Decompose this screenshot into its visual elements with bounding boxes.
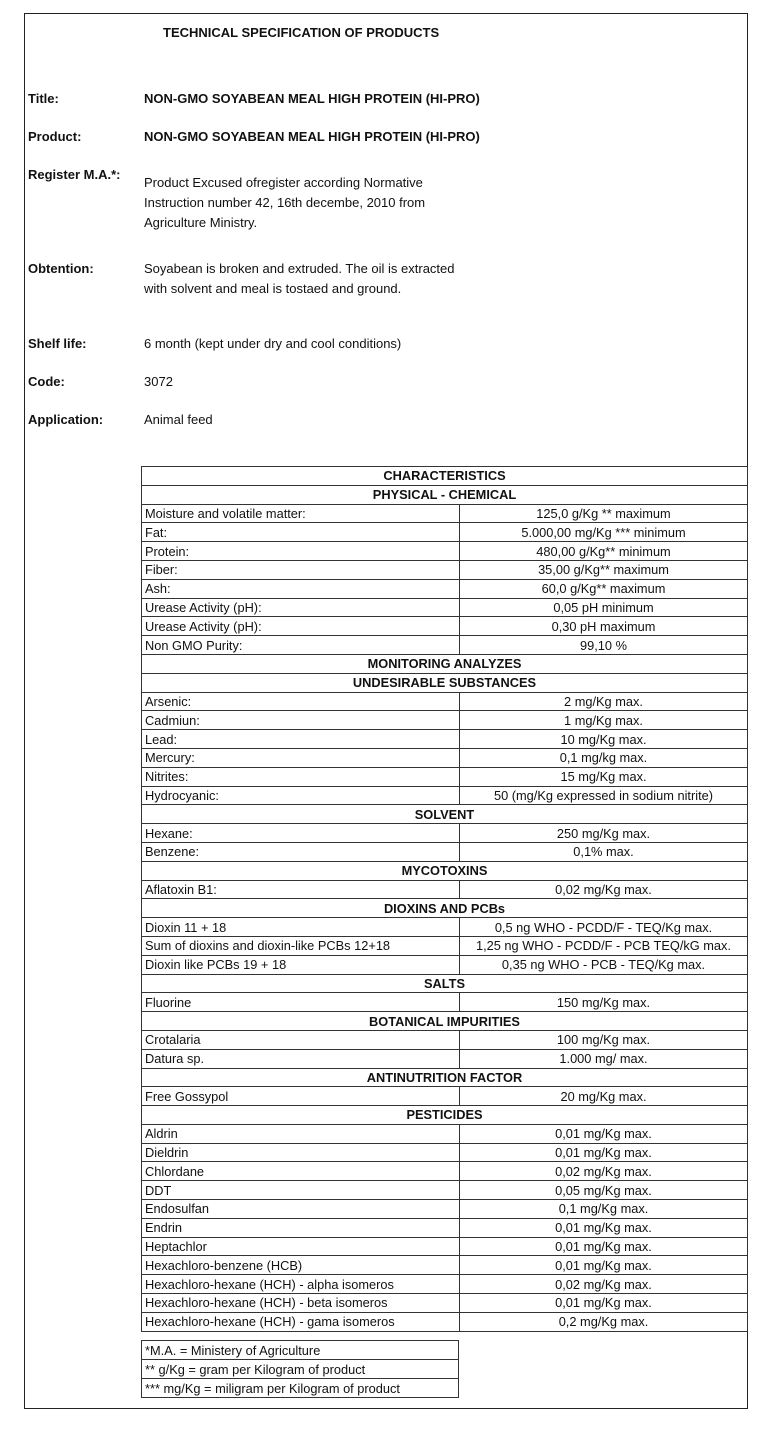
notes-table-body <box>142 1341 459 1398</box>
parameter-cell: Heptachlor <box>142 1237 460 1256</box>
parameter-cell: Dioxin 11 + 18 <box>142 918 460 937</box>
table-row <box>142 918 748 937</box>
table-row <box>142 1256 748 1275</box>
table-row <box>142 1294 748 1313</box>
obtention-value <box>144 259 455 299</box>
parameter-cell: Chlordane <box>142 1162 460 1181</box>
section-heading: MYCOTOXINS <box>142 861 748 880</box>
document-title: TECHNICAL SPECIFICATION OF PRODUCTS <box>163 25 440 40</box>
parameter-cell: Hexachloro-hexane (HCH) - alpha isomeros <box>142 1275 460 1294</box>
table-row <box>142 542 748 561</box>
parameter-cell: Aflatoxin B1: <box>142 880 460 899</box>
limit-cell: 0,30 pH maximum <box>460 617 748 636</box>
parameter-cell: Fiber: <box>142 560 460 579</box>
parameter-cell: Urease Activity (pH): <box>142 617 460 636</box>
table-row <box>142 1200 748 1219</box>
section-heading-row <box>142 805 748 824</box>
section-heading-row <box>142 899 748 918</box>
specification-table-body <box>142 467 748 1332</box>
parameter-cell: Hexane: <box>142 824 460 843</box>
table-row <box>142 617 748 636</box>
section-heading-row <box>142 485 748 504</box>
limit-cell: 100 mg/Kg max. <box>460 1030 748 1049</box>
section-heading: BOTANICAL IMPURITIES <box>142 1012 748 1031</box>
section-heading: CHARACTERISTICS <box>142 467 748 486</box>
limit-cell: 0,5 ng WHO - PCDD/F - TEQ/Kg max. <box>460 918 748 937</box>
parameter-cell: Sum of dioxins and dioxin-like PCBs 12+18 <box>142 936 460 955</box>
parameter-cell: Hexachloro-hexane (HCH) - beta isomeros <box>142 1294 460 1313</box>
section-heading-row <box>142 1068 748 1087</box>
limit-cell: 1,25 ng WHO - PCDD/F - PCB TEQ/kG max. <box>460 936 748 955</box>
parameter-cell: DDT <box>142 1181 460 1200</box>
limit-cell: 0,02 mg/Kg max. <box>460 1275 748 1294</box>
limit-cell: 125,0 g/Kg ** maximum <box>460 504 748 523</box>
parameter-cell: Dioxin like PCBs 19 + 18 <box>142 955 460 974</box>
shelf-life-label: Shelf life: <box>28 336 87 351</box>
parameter-cell: Mercury: <box>142 748 460 767</box>
section-heading: PESTICIDES <box>142 1106 748 1125</box>
obtention-line: with solvent and meal is tostaed and ground. <box>144 281 402 296</box>
table-row <box>142 1312 748 1331</box>
limit-cell: 0,1 mg/Kg max. <box>460 1200 748 1219</box>
section-heading-row <box>142 467 748 486</box>
note-cell: ** g/Kg = gram per Kilogram of product <box>142 1360 459 1379</box>
parameter-cell: Endosulfan <box>142 1200 460 1219</box>
table-row <box>142 824 748 843</box>
application-label: Application: <box>28 412 104 427</box>
table-row <box>142 692 748 711</box>
limit-cell: 60,0 g/Kg** maximum <box>460 579 748 598</box>
section-heading: ANTINUTRITION FACTOR <box>142 1068 748 1087</box>
limit-cell: 50 (mg/Kg expressed in sodium nitrite) <box>460 786 748 805</box>
note-cell: *M.A. = Ministery of Agriculture <box>142 1341 459 1360</box>
table-row <box>142 1049 748 1068</box>
parameter-cell: Nitrites: <box>142 767 460 786</box>
table-row <box>142 1030 748 1049</box>
register-line: Instruction number 42, 16th decembe, 2010 from <box>144 195 426 210</box>
limit-cell: 0,01 mg/Kg max. <box>460 1237 748 1256</box>
section-heading: MONITORING ANALYZES <box>142 654 748 673</box>
parameter-cell: Hexachloro-benzene (HCB) <box>142 1256 460 1275</box>
parameter-cell: Fat: <box>142 523 460 542</box>
parameter-cell: Ash: <box>142 579 460 598</box>
parameter-cell: Dieldrin <box>142 1143 460 1162</box>
table-row <box>142 1275 748 1294</box>
product-label: Product: <box>28 129 82 144</box>
register-value <box>144 173 425 233</box>
parameter-cell: Benzene: <box>142 842 460 861</box>
note-cell: *** mg/Kg = miligram per Kilogram of product <box>142 1379 459 1398</box>
parameter-cell: Arsenic: <box>142 692 460 711</box>
limit-cell: 99,10 % <box>460 636 748 655</box>
table-row <box>142 1237 748 1256</box>
table-row <box>142 504 748 523</box>
section-heading: SOLVENT <box>142 805 748 824</box>
table-row <box>142 880 748 899</box>
parameter-cell: Endrin <box>142 1218 460 1237</box>
title-value: NON-GMO SOYABEAN MEAL HIGH PROTEIN (HI-PRO) <box>144 91 480 106</box>
section-heading-row <box>142 861 748 880</box>
limit-cell: 10 mg/Kg max. <box>460 730 748 749</box>
register-line: Agriculture Ministry. <box>144 215 258 230</box>
limit-cell: 0,05 mg/Kg max. <box>460 1181 748 1200</box>
limit-cell: 250 mg/Kg max. <box>460 824 748 843</box>
limit-cell: 0,01 mg/Kg max. <box>460 1294 748 1313</box>
limit-cell: 0,02 mg/Kg max. <box>460 880 748 899</box>
parameter-cell: Hydrocyanic: <box>142 786 460 805</box>
limit-cell: 0,2 mg/Kg max. <box>460 1312 748 1331</box>
note-row <box>142 1379 459 1398</box>
table-row <box>142 579 748 598</box>
limit-cell: 20 mg/Kg max. <box>460 1087 748 1106</box>
specification-table <box>141 466 748 1332</box>
limit-cell: 0,1 mg/kg max. <box>460 748 748 767</box>
code-value: 3072 <box>144 374 173 389</box>
table-row <box>142 598 748 617</box>
table-row <box>142 1218 748 1237</box>
limit-cell: 0,02 mg/Kg max. <box>460 1162 748 1181</box>
table-row <box>142 711 748 730</box>
parameter-cell: Free Gossypol <box>142 1087 460 1106</box>
parameter-cell: Cadmiun: <box>142 711 460 730</box>
obtention-label: Obtention: <box>28 261 94 276</box>
table-row <box>142 936 748 955</box>
table-row <box>142 636 748 655</box>
limit-cell: 0,01 mg/Kg max. <box>460 1124 748 1143</box>
table-row <box>142 560 748 579</box>
limit-cell: 0,1% max. <box>460 842 748 861</box>
parameter-cell: Non GMO Purity: <box>142 636 460 655</box>
section-heading-row <box>142 673 748 692</box>
table-row <box>142 955 748 974</box>
section-heading: PHYSICAL - CHEMICAL <box>142 485 748 504</box>
parameter-cell: Hexachloro-hexane (HCH) - gama isomeros <box>142 1312 460 1331</box>
limit-cell: 150 mg/Kg max. <box>460 993 748 1012</box>
parameter-cell: Urease Activity (pH): <box>142 598 460 617</box>
limit-cell: 2 mg/Kg max. <box>460 692 748 711</box>
section-heading: UNDESIRABLE SUBSTANCES <box>142 673 748 692</box>
limit-cell: 15 mg/Kg max. <box>460 767 748 786</box>
table-row <box>142 1181 748 1200</box>
limit-cell: 0,01 mg/Kg max. <box>460 1143 748 1162</box>
obtention-line: Soyabean is broken and extruded. The oil is extracted <box>144 261 455 276</box>
limit-cell: 0,35 ng WHO - PCB - TEQ/Kg max. <box>460 955 748 974</box>
title-label: Title: <box>28 91 59 106</box>
note-row <box>142 1360 459 1379</box>
code-label: Code: <box>28 374 65 389</box>
table-row <box>142 1143 748 1162</box>
parameter-cell: Lead: <box>142 730 460 749</box>
section-heading-row <box>142 974 748 993</box>
limit-cell: 480,00 g/Kg** minimum <box>460 542 748 561</box>
limit-cell: 1 mg/Kg max. <box>460 711 748 730</box>
section-heading: DIOXINS AND PCBs <box>142 899 748 918</box>
note-row <box>142 1341 459 1360</box>
section-heading-row <box>142 1106 748 1125</box>
limit-cell: 5.000,00 mg/Kg *** minimum <box>460 523 748 542</box>
parameter-cell: Aldrin <box>142 1124 460 1143</box>
register-line: Product Excused ofregister according Normative <box>144 175 423 190</box>
section-heading-row <box>142 1012 748 1031</box>
shelf-life-value: 6 month (kept under dry and cool conditions) <box>144 336 402 351</box>
table-row <box>142 748 748 767</box>
application-value: Animal feed <box>144 412 213 427</box>
limit-cell: 0,01 mg/Kg max. <box>460 1256 748 1275</box>
table-row <box>142 993 748 1012</box>
limit-cell: 0,05 pH minimum <box>460 598 748 617</box>
table-row <box>142 1124 748 1143</box>
section-heading-row <box>142 654 748 673</box>
parameter-cell: Moisture and volatile matter: <box>142 504 460 523</box>
limit-cell: 1.000 mg/ max. <box>460 1049 748 1068</box>
notes-table <box>141 1340 459 1398</box>
section-heading: SALTS <box>142 974 748 993</box>
limit-cell: 0,01 mg/Kg max. <box>460 1218 748 1237</box>
table-row <box>142 523 748 542</box>
table-row <box>142 1162 748 1181</box>
parameter-cell: Datura sp. <box>142 1049 460 1068</box>
table-row <box>142 730 748 749</box>
limit-cell: 35,00 g/Kg** maximum <box>460 560 748 579</box>
table-row <box>142 786 748 805</box>
table-row <box>142 842 748 861</box>
product-value: NON-GMO SOYABEAN MEAL HIGH PROTEIN (HI-PRO) <box>144 129 480 144</box>
register-label: Register M.A.*: <box>28 167 121 182</box>
parameter-cell: Crotalaria <box>142 1030 460 1049</box>
parameter-cell: Fluorine <box>142 993 460 1012</box>
parameter-cell: Protein: <box>142 542 460 561</box>
table-row <box>142 767 748 786</box>
table-row <box>142 1087 748 1106</box>
